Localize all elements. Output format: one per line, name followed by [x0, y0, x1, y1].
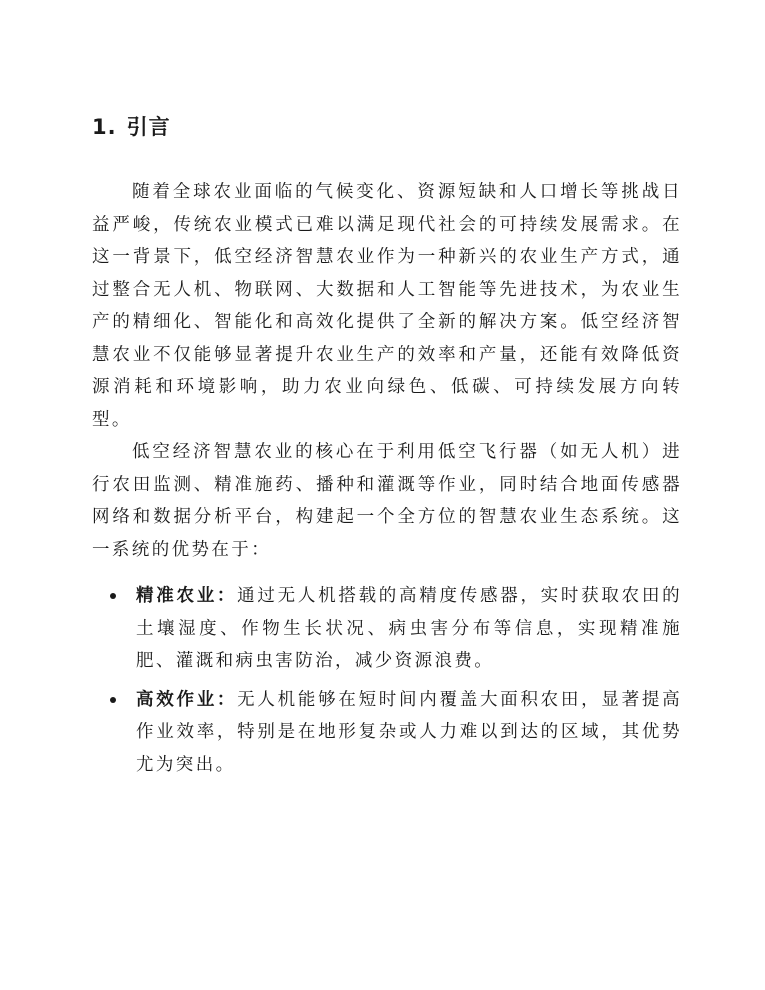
bullet-text: 通过无人机搭载的高精度传感器，实时获取农田的土壤湿度、作物生长状况、病虫害分布等信息，实现精准施肥、灌溉和病虫害防治，减少资源浪费。	[136, 586, 682, 671]
section-number: 1.	[92, 115, 117, 139]
bullet-term: 精准农业：	[136, 586, 238, 606]
document-page	[92, 112, 682, 787]
bullet-dot-icon	[110, 697, 116, 703]
list-item	[92, 580, 682, 678]
bullet-text: 无人机能够在短时间内覆盖大面积农田，显著提高作业效率，特别是在地形复杂或人力难以到达的区域，其优势尤为突出。	[136, 689, 682, 775]
paragraph-core: 低空经济智慧农业的核心在于利用低空飞行器（如无人机）进行农田监测、精准施药、播种和灌溉等作业，同时结合地面传感器网络和数据分析平台，构建起一个全方位的智慧农业生态系统。这一系统的优势在于：	[92, 442, 682, 560]
bullet-term: 高效作业：	[136, 689, 238, 710]
bullet-dot-icon	[110, 593, 116, 599]
list-item	[92, 684, 682, 782]
section-heading	[92, 112, 682, 142]
section-title: 引言	[126, 115, 171, 139]
advantages-list	[92, 580, 682, 781]
paragraph-intro: 随着全球农业面临的气候变化、资源短缺和人口增长等挑战日益严峻，传统农业模式已难以满足现代社会的可持续发展需求。在这一背景下，低空经济智慧农业作为一种新兴的农业生产方式，通过整合无人机、物联网、大数据和人工智能等先进技术，为农业生产的精细化、智能化和高效化提供了全新的解决方案。低空经济智慧农业不仅能够显著提升农业生产的效率和产量，还能有效降低资源消耗和环境影响，助力农业向绿色、低碳、可持续发展方向转型。	[92, 182, 682, 430]
